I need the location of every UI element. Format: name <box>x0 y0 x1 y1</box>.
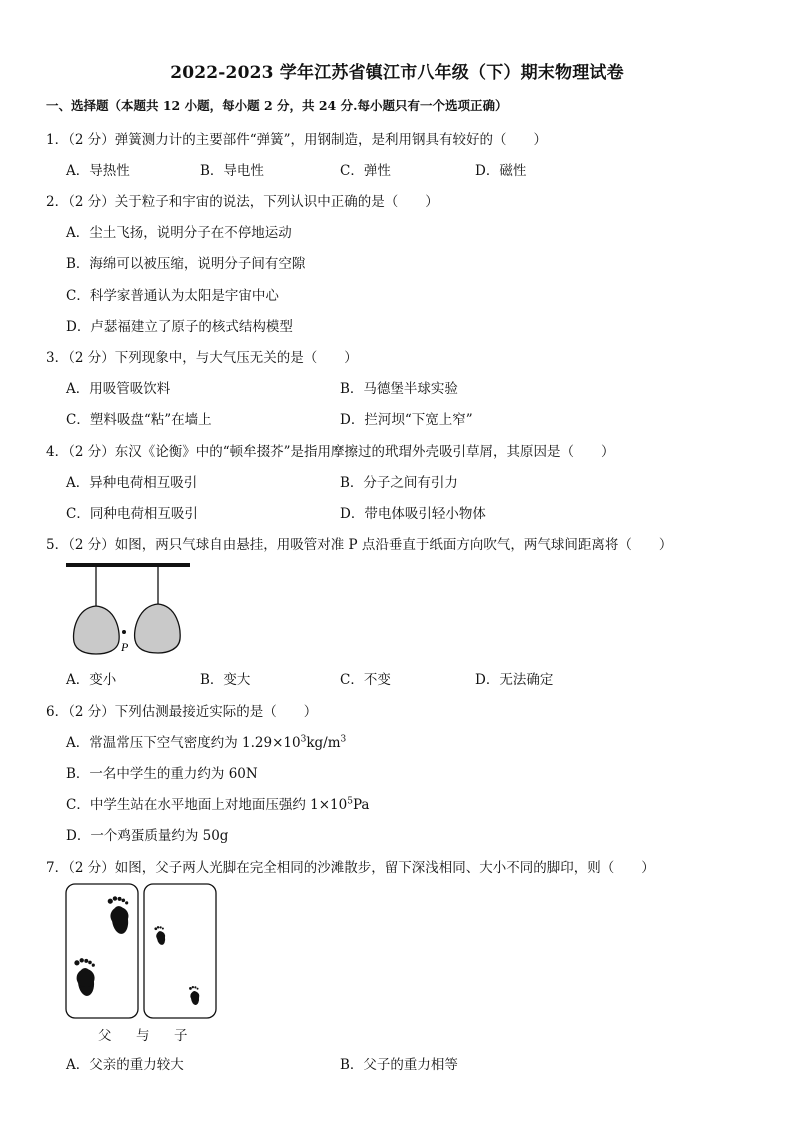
q1-option-b: B．导电性 <box>200 163 264 179</box>
question-5-stem: 5．（2 分）如图，两只气球自由悬挂，用吸管对准 P 点沿垂直于纸面方向吹气，两气球间距离将（ ） <box>46 537 673 553</box>
hanging-bar <box>66 563 190 567</box>
q2-option-b: B．海绵可以被压缩，说明分子间有空隙 <box>66 256 306 272</box>
q6-option-c: C．中学生站在水平地面上对地面压强约 $1\times 10^5Pa$ <box>66 796 370 813</box>
q2-option-c: C．科学家普通认为太阳是宇宙中心 <box>66 288 279 304</box>
section-heading: 一、选择题（本题共 12 小题，每小题 2 分，共 24 分.每小题只有一个选项正确） <box>46 98 508 113</box>
q7-option-b: B．父子的重力相等 <box>340 1057 458 1073</box>
father-footprint-icon <box>107 895 132 936</box>
q6-option-d: D．一个鸡蛋质量约为 50g <box>66 828 229 844</box>
q7-option-a: A．父亲的重力较大 <box>66 1057 184 1073</box>
point-p-dot <box>122 630 126 634</box>
point-p-label: P <box>121 640 129 654</box>
left-balloon <box>74 606 120 654</box>
q3-option-d: D．拦河坝“下宽上窄” <box>340 412 473 428</box>
question-2-stem: 2．（2 分）关于粒子和宇宙的说法，下列认识中正确的是（ ） <box>46 194 439 210</box>
q5-option-d: D．无法确定 <box>475 672 554 688</box>
q5-option-a: A．变小 <box>66 672 117 688</box>
q3-option-a: A．用吸管吸饮料 <box>66 381 171 397</box>
q4-option-d: D．带电体吸引轻小物体 <box>340 506 486 522</box>
page-title: 2022-2023 学年江苏省镇江市八年级（下）期末物理试卷 <box>170 63 624 83</box>
question-3-stem: 3．（2 分）下列现象中，与大气压无关的是（ ） <box>46 350 358 366</box>
footprints-figure <box>62 882 222 1020</box>
q1-option-c: C．弹性 <box>340 163 391 179</box>
q4-option-c: C．同种电荷相互吸引 <box>66 506 198 522</box>
q3-option-b: B．马德堡半球实验 <box>340 381 458 397</box>
q5-option-c: C．不变 <box>340 672 391 688</box>
q5-option-b: B．变大 <box>200 672 251 688</box>
q6-option-b: B．一名中学生的重力约为 60N <box>66 766 258 782</box>
son-panel <box>144 884 216 1018</box>
question-7-stem: 7．（2 分）如图，父子两人光脚在完全相同的沙滩散步，留下深浅相同、大小不同的脚印，则（ ） <box>46 860 655 876</box>
q2-option-a: A．尘土飞扬，说明分子在不停地运动 <box>66 225 292 241</box>
son-footprint-icon <box>154 925 167 946</box>
balloons-figure <box>60 560 200 660</box>
footprints-caption: 父 与 子 <box>98 1028 190 1044</box>
q1-option-a: A．导热性 <box>66 163 130 179</box>
q1-option-d: D．磁性 <box>475 163 527 179</box>
son-footprint-icon <box>189 985 200 1005</box>
q6-option-a: A．常温常压下空气密度约为 $1.29\times 10^3kg/m^3$ <box>66 734 347 751</box>
q2-option-d: D．卢瑟福建立了原子的核式结构模型 <box>66 319 293 335</box>
question-6-stem: 6．（2 分）下列估测最接近实际的是（ ） <box>46 704 318 720</box>
q4-option-b: B．分子之间有引力 <box>340 475 458 491</box>
question-1-stem: 1．（2 分）弹簧测力计的主要部件“弹簧”，用钢制造，是利用钢具有较好的（ ） <box>46 132 548 148</box>
right-balloon <box>135 604 181 653</box>
q4-option-a: A．异种电荷相互吸引 <box>66 475 198 491</box>
question-4-stem: 4．（2 分）东汉《论衡》中的“顿牟掇芥”是指用摩擦过的玳瑁外壳吸引草屑，其原因是（ ） <box>46 444 615 460</box>
father-footprint-icon <box>74 957 98 997</box>
q3-option-c: C．塑料吸盘“粘”在墙上 <box>66 412 212 428</box>
